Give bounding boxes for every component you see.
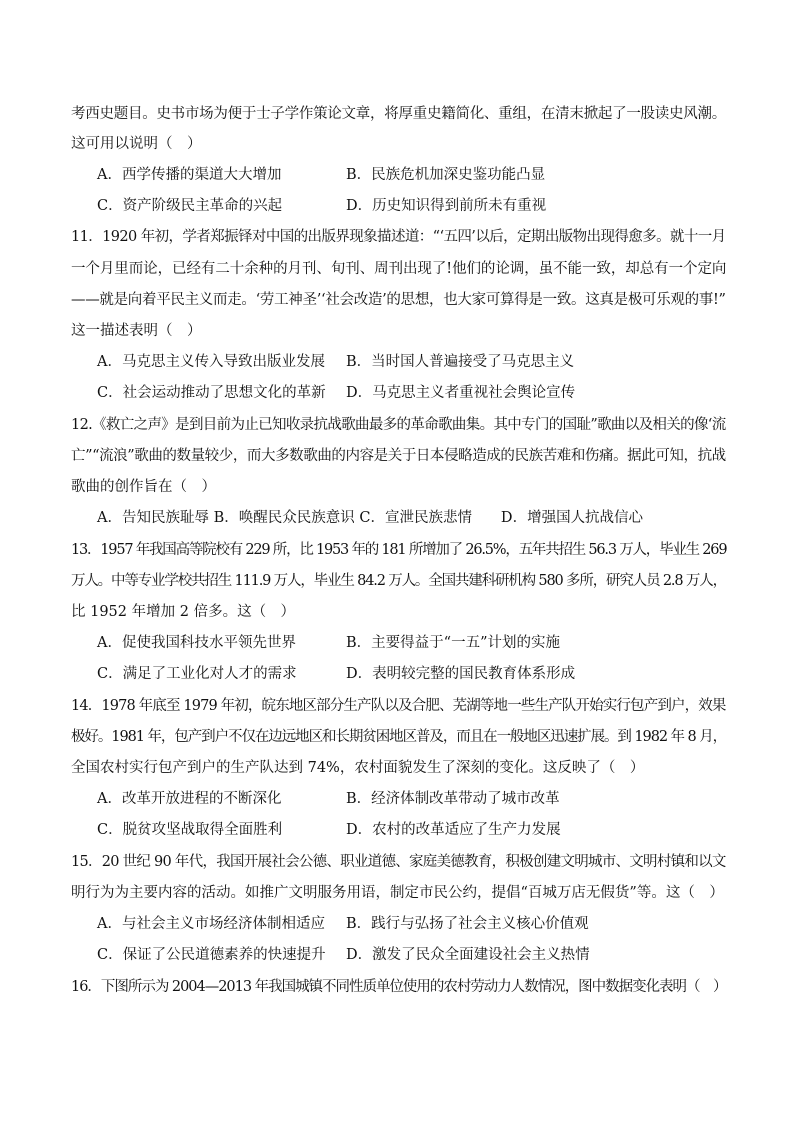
q13-stem-line: 比 1952 年增加 2 倍多。这（ ） (71, 604, 296, 620)
q14-option-b: B．经济体制改革带动了城市改革 (346, 791, 560, 807)
q10-stem-line: 这可用以说明（ ） (71, 136, 202, 152)
q11-stem-line: 一个月里而论，已经有二十余种的月刊、旬刊、周刊出现了!他们的论调，虽不能一致，却总有一个定向 (71, 261, 727, 277)
q14-option-c: C．脱贫攻坚战取得全面胜利 (97, 822, 283, 838)
q14-stem-line: 14．1978 年底至 1979 年初，皖东地区部分生产队以及合肥、芜湖等地一些生产队开始实行包产到户，效果 (71, 698, 726, 714)
q11-option-c: C．社会运动推动了思想文化的革新 (97, 385, 326, 401)
q11-option-a: A．马克思主义传入导致出版业发展 (97, 354, 325, 370)
q12-stem-line: 歌曲的创作旨在（ ） (71, 479, 216, 495)
q13-option-b: B．主要得益于“一五”计划的实施 (346, 635, 560, 651)
q11-option-b: B．当时国人普遍接受了马克思主义 (346, 354, 575, 370)
q13-stem-line: 13．1957 年我国高等院校有 229 所，比 1953 年的 181 所增加了 26.5%，五年共招生 56.3 万人，毕业生 269 (71, 542, 727, 558)
q15-option-d: D．激发了民众全面建设社会主义热情 (346, 947, 590, 963)
q10-stem-line: 考西史题目。史书市场为便于士子学作策论文章，将厚重史籍简化、重组，在清末掀起了一股读史风潮。 (71, 106, 726, 122)
q14-option-d: D．农村的改革适应了生产力发展 (346, 822, 561, 838)
q10-option-c: C．资产阶级民主革命的兴起 (97, 198, 283, 214)
q13-option-c: C．满足了工业化对人才的需求 (97, 666, 297, 682)
q11-stem-line: 这一描述表明（ ） (71, 323, 202, 339)
q11-stem-line: ——就是向着平民主义而走。‘劳工神圣’‘社会改造’的思想，也大家可算得是一致。这真是极可乐观的事!” (71, 292, 726, 308)
q11-stem-line: 11．1920 年初，学者郑振铎对中国的出版界现象描述道：“‘五四’以后，定期出版物出现得愈多。就十一月 (71, 229, 726, 245)
q10-option-a: A．西学传播的渠道大大增加 (97, 167, 282, 183)
q13-option-d: D．表明较完整的国民教育体系形成 (346, 666, 576, 682)
q12-stem-line: 12.《救亡之声》是到目前为止已知收录抗战歌曲最多的革命歌曲集。其中专门的国耻”歌曲以及相关的像‘流 (71, 417, 726, 433)
q14-option-a: A．改革开放进程的不断深化 (97, 791, 282, 807)
q11-option-d: D．马克思主义者重视社会舆论宣传 (346, 385, 576, 401)
q15-option-c: C．保证了公民道德素养的快速提升 (97, 947, 326, 963)
q15-option-a: A．与社会主义市场经济体制相适应 (97, 916, 325, 932)
q15-option-b: B．践行与弘扬了社会主义核心价值观 (346, 916, 589, 932)
q12-stem-line: 亡”“流浪”歌曲的数量较少，而大多数歌曲的内容是关于日本侵略造成的民族苦难和伤痛。据此可知，抗战 (71, 448, 726, 464)
q12-options: A．告知民族耻辱 B．唤醒民众民族意识 C．宣泄民族悲情 D．增强国人抗战信心 (97, 510, 644, 526)
q16-stem-line: 16．下图所示为 2004—2013 年我国城镇不同性质单位使用的农村劳动力人数情况，图中数据变化表明（ ） (71, 979, 727, 995)
q10-option-b: B．民族危机加深史鉴功能凸显 (346, 167, 546, 183)
q15-stem-line: 明行为为主要内容的活动。如推广文明服务用语，制定市民公约，提倡“百城万店无假货”等。这（ ） (71, 885, 724, 901)
q13-stem-line: 万人。中等专业学校共招生 111.9 万人，毕业生 84.2 万人。全国共建科研机构 580 多所，研究人员 2.8 万人， (71, 573, 726, 589)
q10-option-d: D．历史知识得到前所未有重视 (346, 198, 547, 214)
q13-option-a: A．促使我国科技水平领先世界 (97, 635, 296, 651)
q14-stem-line: 全国农村实行包产到户的生产队达到 74%，农村面貌发生了深刻的变化。这反映了（ ） (71, 760, 645, 776)
q15-stem-line: 15．20 世纪 90 年代，我国开展社会公德、职业道德、家庭美德教育，积极创建文明城市、文明村镇和以文 (71, 854, 726, 870)
q14-stem-line: 极好。1981 年，包产到户不仅在边远地区和长期贫困地区普及，而且在一般地区迅速扩展。到 1982 年 8 月， (71, 729, 727, 745)
